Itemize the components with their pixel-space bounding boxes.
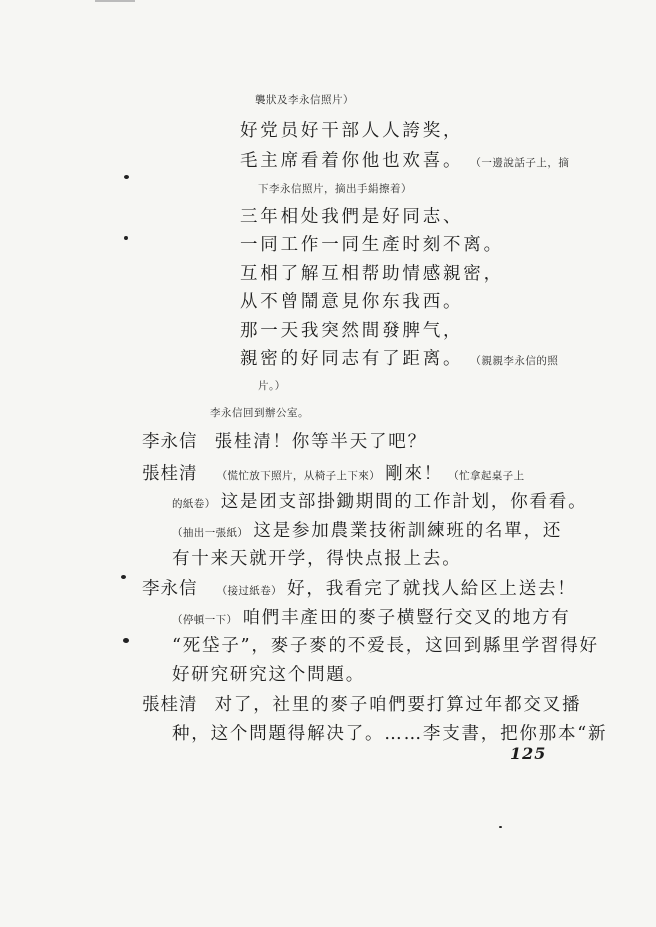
speaker-name: 張桂清 [142, 695, 198, 715]
page-number: 125 [510, 744, 547, 763]
verse-line: 互相了解互相帮助情感親密， [240, 264, 504, 284]
dialogue-line [142, 428, 427, 453]
stage-direction: （停頓一下） [172, 614, 238, 626]
dialogue-continuation: 有十来天就开学，得快点报上去。 [172, 549, 462, 569]
stage-direction: 下李永信照片，摘出手絹擦着） [258, 183, 412, 195]
verse-line-with-direction [240, 147, 569, 172]
dialogue-line [172, 488, 587, 513]
speaker-name: 張桂清 [142, 464, 198, 484]
stage-direction: （抽出一張紙） [172, 527, 249, 539]
speech-text: 剛來！ [385, 464, 444, 484]
stage-direction: （親親李永信的照 [470, 355, 559, 367]
scan-mark [499, 826, 502, 828]
speech-text: 咱們丰產田的麥子横豎行交叉的地方有 [242, 608, 571, 628]
speech-text: 好，我看完了就找人給区上送去！ [287, 579, 577, 599]
dialogue-line [142, 575, 577, 600]
speech-text: 对了，社里的麥子咱們要打算过年都交叉播 [214, 695, 582, 715]
stage-direction: （慌忙放下照片，从椅子上下來） [216, 470, 381, 482]
dialogue-line [142, 460, 525, 485]
scan-mark [121, 575, 126, 579]
speaker-name: 李永信 [142, 579, 198, 599]
dialogue-line [172, 604, 571, 629]
stage-direction: （忙拿起桌子上 [448, 470, 525, 482]
verse-line-with-direction [240, 345, 558, 370]
stage-direction: 片。） [258, 380, 286, 392]
scan-speck [95, 0, 135, 2]
stage-direction: 襲狀及李永信照片） [255, 94, 354, 106]
dialogue-line [172, 517, 562, 542]
verse-text: 毛主席看着你他也欢喜。 [240, 151, 464, 171]
verse-line: 一同工作一同生產时刻不离。 [240, 235, 504, 255]
speech-text: 張桂清！你等半天了吧？ [214, 432, 427, 452]
scan-mark [124, 236, 128, 240]
dialogue-continuation: 种，这个問題得解决了。……李支書，把你那本“新 [172, 724, 608, 744]
stage-direction: （接过紙卷） [216, 585, 282, 597]
verse-text: 親密的好同志有了距离。 [240, 349, 464, 369]
dialogue-line [142, 691, 581, 716]
dialogue-continuation: “死垈子”，麥子麥的不爱長，这回到縣里学習得好 [172, 636, 599, 656]
stage-direction: 李永信回到辦公室。 [210, 407, 309, 419]
scan-mark [124, 175, 129, 179]
scan-mark [123, 638, 129, 643]
verse-line: 那一天我突然間發脾气， [240, 321, 464, 341]
stage-direction: （一邊說話子上，摘 [470, 157, 570, 169]
stage-direction: 的紙卷） [172, 498, 216, 510]
speaker-name: 李永信 [142, 432, 198, 452]
verse-line: 从不曾鬧意見你东我西。 [240, 292, 464, 312]
speech-text: 这是团支部掛鋤期間的工作計划，你看看。 [220, 492, 588, 512]
speech-text: 这是参加農業技術訓練班的名單，还 [253, 521, 563, 541]
dialogue-continuation: 好研究研究这个問題。 [172, 665, 365, 685]
verse-line: 三年相处我們是好同志、 [240, 207, 464, 227]
verse-line: 好党员好干部人人誇奖， [240, 121, 464, 141]
